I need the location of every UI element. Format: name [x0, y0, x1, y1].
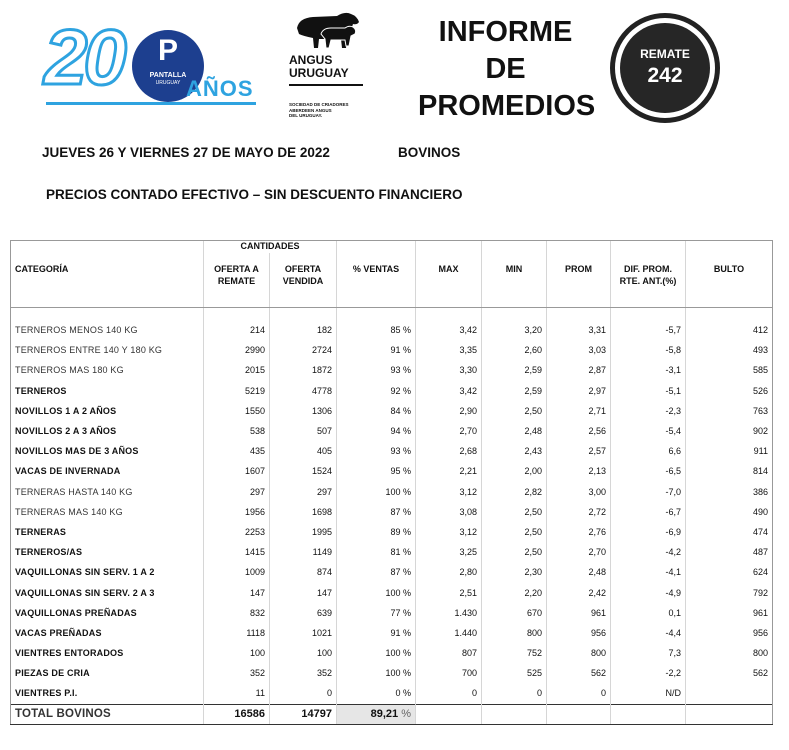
cell-oferta-vendida: 1872 [270, 360, 337, 380]
cell-categoria: VIENTRES ENTORADOS [11, 643, 204, 663]
total-ventas [337, 704, 416, 724]
table-body [11, 308, 773, 725]
col-dif-prom [611, 253, 686, 308]
angus-divider [289, 84, 363, 86]
cell-prom: 2,42 [547, 582, 611, 602]
table-row [11, 542, 773, 562]
col-oferta-remate [204, 253, 270, 308]
cell-min: 2,50 [482, 401, 547, 421]
cell-min: 800 [482, 623, 547, 643]
cell-dif: -6,5 [611, 461, 686, 481]
total-oferta-vendida: 14797 [270, 704, 337, 724]
cell-categoria: NOVILLOS 1 A 2 AÑOS [11, 401, 204, 421]
cell-bulto: 487 [686, 542, 773, 562]
cell-min: 3,20 [482, 320, 547, 340]
cell-bulto: 386 [686, 482, 773, 502]
angus-name-line1: ANGUS [289, 53, 333, 67]
cell-max: 2,80 [416, 562, 482, 582]
cell-ventas: 87 % [337, 502, 416, 522]
cell-oferta-remate: 100 [204, 643, 270, 663]
cell-bulto: 956 [686, 623, 773, 643]
title-line2: DE [485, 53, 526, 85]
cell-bulto: 902 [686, 421, 773, 441]
angus-society-line3: DEL URUGUAY. [289, 113, 323, 118]
cell-bulto [686, 683, 773, 704]
table-row [11, 441, 773, 461]
cell-min: 525 [482, 663, 547, 683]
cell-oferta-vendida: 182 [270, 320, 337, 340]
cell-prom: 956 [547, 623, 611, 643]
cell-oferta-remate: 2015 [204, 360, 270, 380]
cell-ventas: 91 % [337, 623, 416, 643]
cell-categoria: NOVILLOS 2 A 3 AÑOS [11, 421, 204, 441]
cell-bulto: 412 [686, 320, 773, 340]
cell-bulto: 814 [686, 461, 773, 481]
cell-dif: 6,6 [611, 441, 686, 461]
remate-badge-inner [620, 23, 710, 113]
cell-dif: -4,2 [611, 542, 686, 562]
cell-max: 2,70 [416, 421, 482, 441]
cell-oferta-vendida: 2724 [270, 340, 337, 360]
title-line3: PROMEDIOS [418, 90, 596, 122]
angus-society-line1: SOCIEDAD DE CRIADORES [289, 102, 349, 107]
cell-categoria: VAQUILLONAS SIN SERV. 2 A 3 [11, 582, 204, 602]
cell-oferta-remate: 352 [204, 663, 270, 683]
cell-prom: 3,31 [547, 320, 611, 340]
cell-max: 3,30 [416, 360, 482, 380]
cell-min: 2,30 [482, 562, 547, 582]
cell-max: 3,35 [416, 340, 482, 360]
col-ventas: % VENTAS [337, 253, 416, 308]
cell-ventas: 93 % [337, 441, 416, 461]
cell-categoria: TERNEROS [11, 381, 204, 401]
cell-oferta-remate: 297 [204, 482, 270, 502]
cell-ventas: 100 % [337, 663, 416, 683]
cell-max: 3,12 [416, 482, 482, 502]
cell-ventas: 85 % [337, 320, 416, 340]
table-row [11, 320, 773, 340]
cell-oferta-remate: 1009 [204, 562, 270, 582]
table-row [11, 461, 773, 481]
cell-categoria: PIEZAS DE CRIA [11, 663, 204, 683]
cell-oferta-vendida: 352 [270, 663, 337, 683]
cell-dif: N/D [611, 683, 686, 704]
cell-ventas: 94 % [337, 421, 416, 441]
cell-prom: 2,48 [547, 562, 611, 582]
col-bulto: BULTO [686, 253, 773, 308]
cell-oferta-vendida: 507 [270, 421, 337, 441]
remate-badge [610, 13, 720, 123]
table-row [11, 360, 773, 380]
cell-ventas: 84 % [337, 401, 416, 421]
cell-oferta-vendida: 147 [270, 582, 337, 602]
cell-min: 2,82 [482, 482, 547, 502]
cell-dif: -5,4 [611, 421, 686, 441]
cell-min: 2,50 [482, 522, 547, 542]
cell-bulto: 474 [686, 522, 773, 542]
cell-min: 2,43 [482, 441, 547, 461]
total-empty [482, 704, 547, 724]
cell-oferta-vendida: 1995 [270, 522, 337, 542]
cell-min: 2,20 [482, 582, 547, 602]
cell-bulto: 585 [686, 360, 773, 380]
report-title [418, 14, 596, 125]
table-row [11, 683, 773, 704]
cell-oferta-remate: 2990 [204, 340, 270, 360]
cell-dif: -4,4 [611, 623, 686, 643]
cell-max: 3,08 [416, 502, 482, 522]
cell-ventas: 87 % [337, 562, 416, 582]
logo-underline [46, 102, 256, 105]
cell-prom: 2,13 [547, 461, 611, 481]
total-ventas-suffix: % [401, 708, 412, 721]
cell-categoria: VAQUILLONAS PREÑADAS [11, 603, 204, 623]
cell-max: 2,21 [416, 461, 482, 481]
cell-dif: -5,8 [611, 340, 686, 360]
cell-max: 3,12 [416, 522, 482, 542]
cell-max: 3,42 [416, 381, 482, 401]
col-dif-line1: DIF. PROM. [624, 264, 673, 274]
angus-society-line2: ABERDEEN ANGUS [289, 107, 332, 113]
cell-oferta-vendida: 297 [270, 482, 337, 502]
cell-prom: 2,72 [547, 502, 611, 522]
cell-oferta-vendida: 1021 [270, 623, 337, 643]
table-spacer-row [11, 308, 773, 321]
cell-ventas: 100 % [337, 482, 416, 502]
cell-bulto: 493 [686, 340, 773, 360]
title-line1: INFORME [438, 16, 573, 48]
cell-oferta-vendida: 1698 [270, 502, 337, 522]
cattle-icon [291, 8, 363, 50]
cell-categoria: TERNERAS MAS 140 KG [11, 502, 204, 522]
cell-min: 2,59 [482, 360, 547, 380]
cell-max: 807 [416, 643, 482, 663]
table-row [11, 562, 773, 582]
cell-dif: -7,0 [611, 482, 686, 502]
cell-oferta-remate: 538 [204, 421, 270, 441]
cell-max: 2,90 [416, 401, 482, 421]
cell-bulto: 792 [686, 582, 773, 602]
cell-categoria: TERNERAS [11, 522, 204, 542]
cell-prom: 2,57 [547, 441, 611, 461]
cell-prom: 961 [547, 603, 611, 623]
cell-ventas: 100 % [337, 643, 416, 663]
logo-brand-sub: URUGUAY [155, 80, 181, 86]
price-conditions: PRECIOS CONTADO EFECTIVO – SIN DESCUENTO FINANCIERO [46, 187, 463, 202]
cell-ventas: 100 % [337, 582, 416, 602]
cell-ventas: 95 % [337, 461, 416, 481]
cell-oferta-remate: 214 [204, 320, 270, 340]
cell-ventas: 0 % [337, 683, 416, 704]
cell-categoria: NOVILLOS MAS DE 3 AÑOS [11, 441, 204, 461]
cell-oferta-remate: 5219 [204, 381, 270, 401]
pantalla-uruguay-20-anos-logo [44, 13, 256, 104]
table-row [11, 482, 773, 502]
cell-dif: 7,3 [611, 643, 686, 663]
cell-bulto: 800 [686, 643, 773, 663]
cell-categoria: TERNEROS ENTRE 140 Y 180 KG [11, 340, 204, 360]
cell-oferta-vendida: 874 [270, 562, 337, 582]
cell-prom: 2,71 [547, 401, 611, 421]
cell-max: 0 [416, 683, 482, 704]
table-row [11, 522, 773, 542]
cell-oferta-remate: 1607 [204, 461, 270, 481]
cell-oferta-remate: 1550 [204, 401, 270, 421]
cell-prom: 2,76 [547, 522, 611, 542]
cell-oferta-remate: 435 [204, 441, 270, 461]
table-row [11, 663, 773, 683]
col-oferta-vendida-line2: VENDIDA [282, 276, 324, 286]
cell-bulto: 526 [686, 381, 773, 401]
cell-ventas: 81 % [337, 542, 416, 562]
table-row [11, 603, 773, 623]
col-min: MIN [482, 253, 547, 308]
table-row [11, 643, 773, 663]
cell-min: 2,60 [482, 340, 547, 360]
cell-categoria: TERNERAS HASTA 140 KG [11, 482, 204, 502]
table-row [11, 340, 773, 360]
logo-number: 20 [44, 13, 123, 101]
table-row [11, 582, 773, 602]
cell-max: 1.440 [416, 623, 482, 643]
cell-categoria: VIENTRES P.I. [11, 683, 204, 704]
col-dif-line2: RTE. ANT.(%) [619, 276, 677, 286]
cell-prom: 2,97 [547, 381, 611, 401]
cell-dif: -3,1 [611, 360, 686, 380]
cell-max: 1.430 [416, 603, 482, 623]
cell-oferta-vendida: 1524 [270, 461, 337, 481]
logo-anos: AÑOS [186, 76, 254, 101]
cell-min: 2,00 [482, 461, 547, 481]
total-empty [611, 704, 686, 724]
cell-dif: -5,7 [611, 320, 686, 340]
cell-bulto: 562 [686, 663, 773, 683]
cell-min: 2,59 [482, 381, 547, 401]
cell-prom: 0 [547, 683, 611, 704]
cell-oferta-vendida: 0 [270, 683, 337, 704]
angus-society [289, 102, 369, 119]
cell-categoria: TERNEROS MAS 180 KG [11, 360, 204, 380]
angus-name-line2: URUGUAY [289, 66, 349, 80]
cell-max: 700 [416, 663, 482, 683]
cell-min: 752 [482, 643, 547, 663]
logo-brand: PANTALLA [149, 72, 187, 79]
cell-categoria: VAQUILLONAS SIN SERV. 1 A 2 [11, 562, 204, 582]
table-row [11, 421, 773, 441]
col-oferta-vendida [270, 253, 337, 308]
cell-oferta-remate: 2253 [204, 522, 270, 542]
cell-oferta-vendida: 100 [270, 643, 337, 663]
cell-categoria: TERNEROS MENOS 140 KG [11, 320, 204, 340]
cell-oferta-vendida: 4778 [270, 381, 337, 401]
cell-dif: -5,1 [611, 381, 686, 401]
cell-max: 2,68 [416, 441, 482, 461]
cell-min: 2,48 [482, 421, 547, 441]
cell-min: 2,50 [482, 502, 547, 522]
cell-categoria: VACAS PREÑADAS [11, 623, 204, 643]
cell-max: 3,25 [416, 542, 482, 562]
cell-max: 2,51 [416, 582, 482, 602]
angus-name [289, 54, 349, 80]
remate-number: 242 [647, 64, 683, 87]
col-oferta-vendida-line1: OFERTA [284, 264, 322, 274]
cell-ventas: 77 % [337, 603, 416, 623]
cell-oferta-remate: 1118 [204, 623, 270, 643]
pantalla-p-icon: P [157, 34, 178, 67]
table-column-headers [11, 253, 773, 308]
cell-bulto: 763 [686, 401, 773, 421]
table-row [11, 623, 773, 643]
cell-oferta-remate: 11 [204, 683, 270, 704]
col-prom: PROM [547, 253, 611, 308]
col-categoria: CATEGORÍA [11, 253, 204, 308]
table-super-header [11, 241, 773, 254]
cell-prom: 2,70 [547, 542, 611, 562]
cell-min: 2,50 [482, 542, 547, 562]
cell-oferta-vendida: 1149 [270, 542, 337, 562]
cell-dif: -6,9 [611, 522, 686, 542]
cantidades-header: CANTIDADES [204, 241, 337, 254]
cell-ventas: 89 % [337, 522, 416, 542]
col-oferta-remate-line1: OFERTA A [214, 264, 259, 274]
cell-prom: 800 [547, 643, 611, 663]
cell-ventas: 91 % [337, 340, 416, 360]
cell-prom: 562 [547, 663, 611, 683]
cell-dif: -4,9 [611, 582, 686, 602]
total-empty [686, 704, 773, 724]
auction-dates: JUEVES 26 Y VIERNES 27 DE MAYO DE 2022 [42, 145, 330, 160]
cell-dif: 0,1 [611, 603, 686, 623]
averages-table [10, 240, 773, 725]
cell-dif: -6,7 [611, 502, 686, 522]
cell-dif: -2,2 [611, 663, 686, 683]
total-ventas-value: 89,21 [370, 708, 399, 721]
cell-bulto: 911 [686, 441, 773, 461]
cell-oferta-remate: 1415 [204, 542, 270, 562]
cell-categoria: VACAS DE INVERNADA [11, 461, 204, 481]
cell-min: 0 [482, 683, 547, 704]
cell-oferta-vendida: 1306 [270, 401, 337, 421]
cell-categoria: TERNEROS/AS [11, 542, 204, 562]
cell-oferta-vendida: 405 [270, 441, 337, 461]
cell-prom: 2,56 [547, 421, 611, 441]
cell-oferta-remate: 832 [204, 603, 270, 623]
cell-min: 670 [482, 603, 547, 623]
cell-max: 3,42 [416, 320, 482, 340]
cell-oferta-remate: 147 [204, 582, 270, 602]
table-row [11, 502, 773, 522]
species-label: BOVINOS [398, 145, 461, 160]
cell-prom: 3,03 [547, 340, 611, 360]
cell-bulto: 624 [686, 562, 773, 582]
total-row [11, 704, 773, 724]
total-empty [416, 704, 482, 724]
col-max: MAX [416, 253, 482, 308]
total-label: TOTAL BOVINOS [11, 704, 204, 724]
table-row [11, 381, 773, 401]
cell-dif: -4,1 [611, 562, 686, 582]
total-empty [547, 704, 611, 724]
cell-oferta-vendida: 639 [270, 603, 337, 623]
angus-uruguay-logo [289, 8, 369, 128]
cell-bulto: 490 [686, 502, 773, 522]
cell-bulto: 961 [686, 603, 773, 623]
table-row [11, 401, 773, 421]
total-oferta-remate: 16586 [204, 704, 270, 724]
cell-ventas: 93 % [337, 360, 416, 380]
cell-prom: 2,87 [547, 360, 611, 380]
cell-dif: -2,3 [611, 401, 686, 421]
col-oferta-remate-line2: REMATE [217, 276, 256, 286]
cell-ventas: 92 % [337, 381, 416, 401]
remate-label: REMATE [640, 47, 690, 61]
cell-oferta-remate: 1956 [204, 502, 270, 522]
cell-prom: 3,00 [547, 482, 611, 502]
